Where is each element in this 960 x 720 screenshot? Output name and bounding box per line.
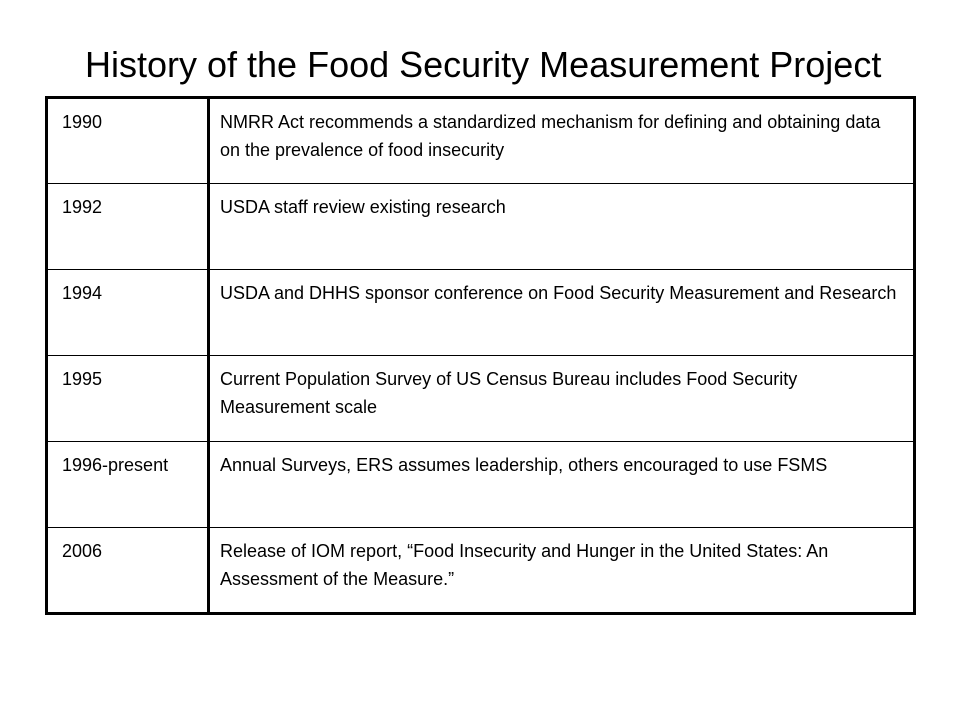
table-row: [47, 528, 915, 614]
year-cell: 1994: [47, 270, 209, 356]
year-cell: 1995: [47, 356, 209, 442]
year-cell: 1996-present: [47, 442, 209, 528]
event-cell: USDA and DHHS sponsor conference on Food Security Measurement and Research: [209, 270, 915, 356]
table-row: [47, 356, 915, 442]
table-row: [47, 184, 915, 270]
table-row: [47, 270, 915, 356]
slide-title: History of the Food Security Measurement Project: [85, 44, 882, 85]
timeline-table: [45, 96, 916, 615]
event-cell: Current Population Survey of US Census Bureau includes Food Security Measurement scale: [209, 356, 915, 442]
event-cell: Release of IOM report, “Food Insecurity and Hunger in the United States: An Assessment of the Measure.”: [209, 528, 915, 614]
table-row: [47, 98, 915, 184]
event-cell: USDA staff review existing research: [209, 184, 915, 270]
year-cell: 1992: [47, 184, 209, 270]
table-row: [47, 442, 915, 528]
event-cell: NMRR Act recommends a standardized mechanism for defining and obtaining data on the prevalence of food insecurity: [209, 98, 915, 184]
year-cell: 2006: [47, 528, 209, 614]
event-cell: Annual Surveys, ERS assumes leadership, others encouraged to use FSMS: [209, 442, 915, 528]
year-cell: 1990: [47, 98, 209, 184]
